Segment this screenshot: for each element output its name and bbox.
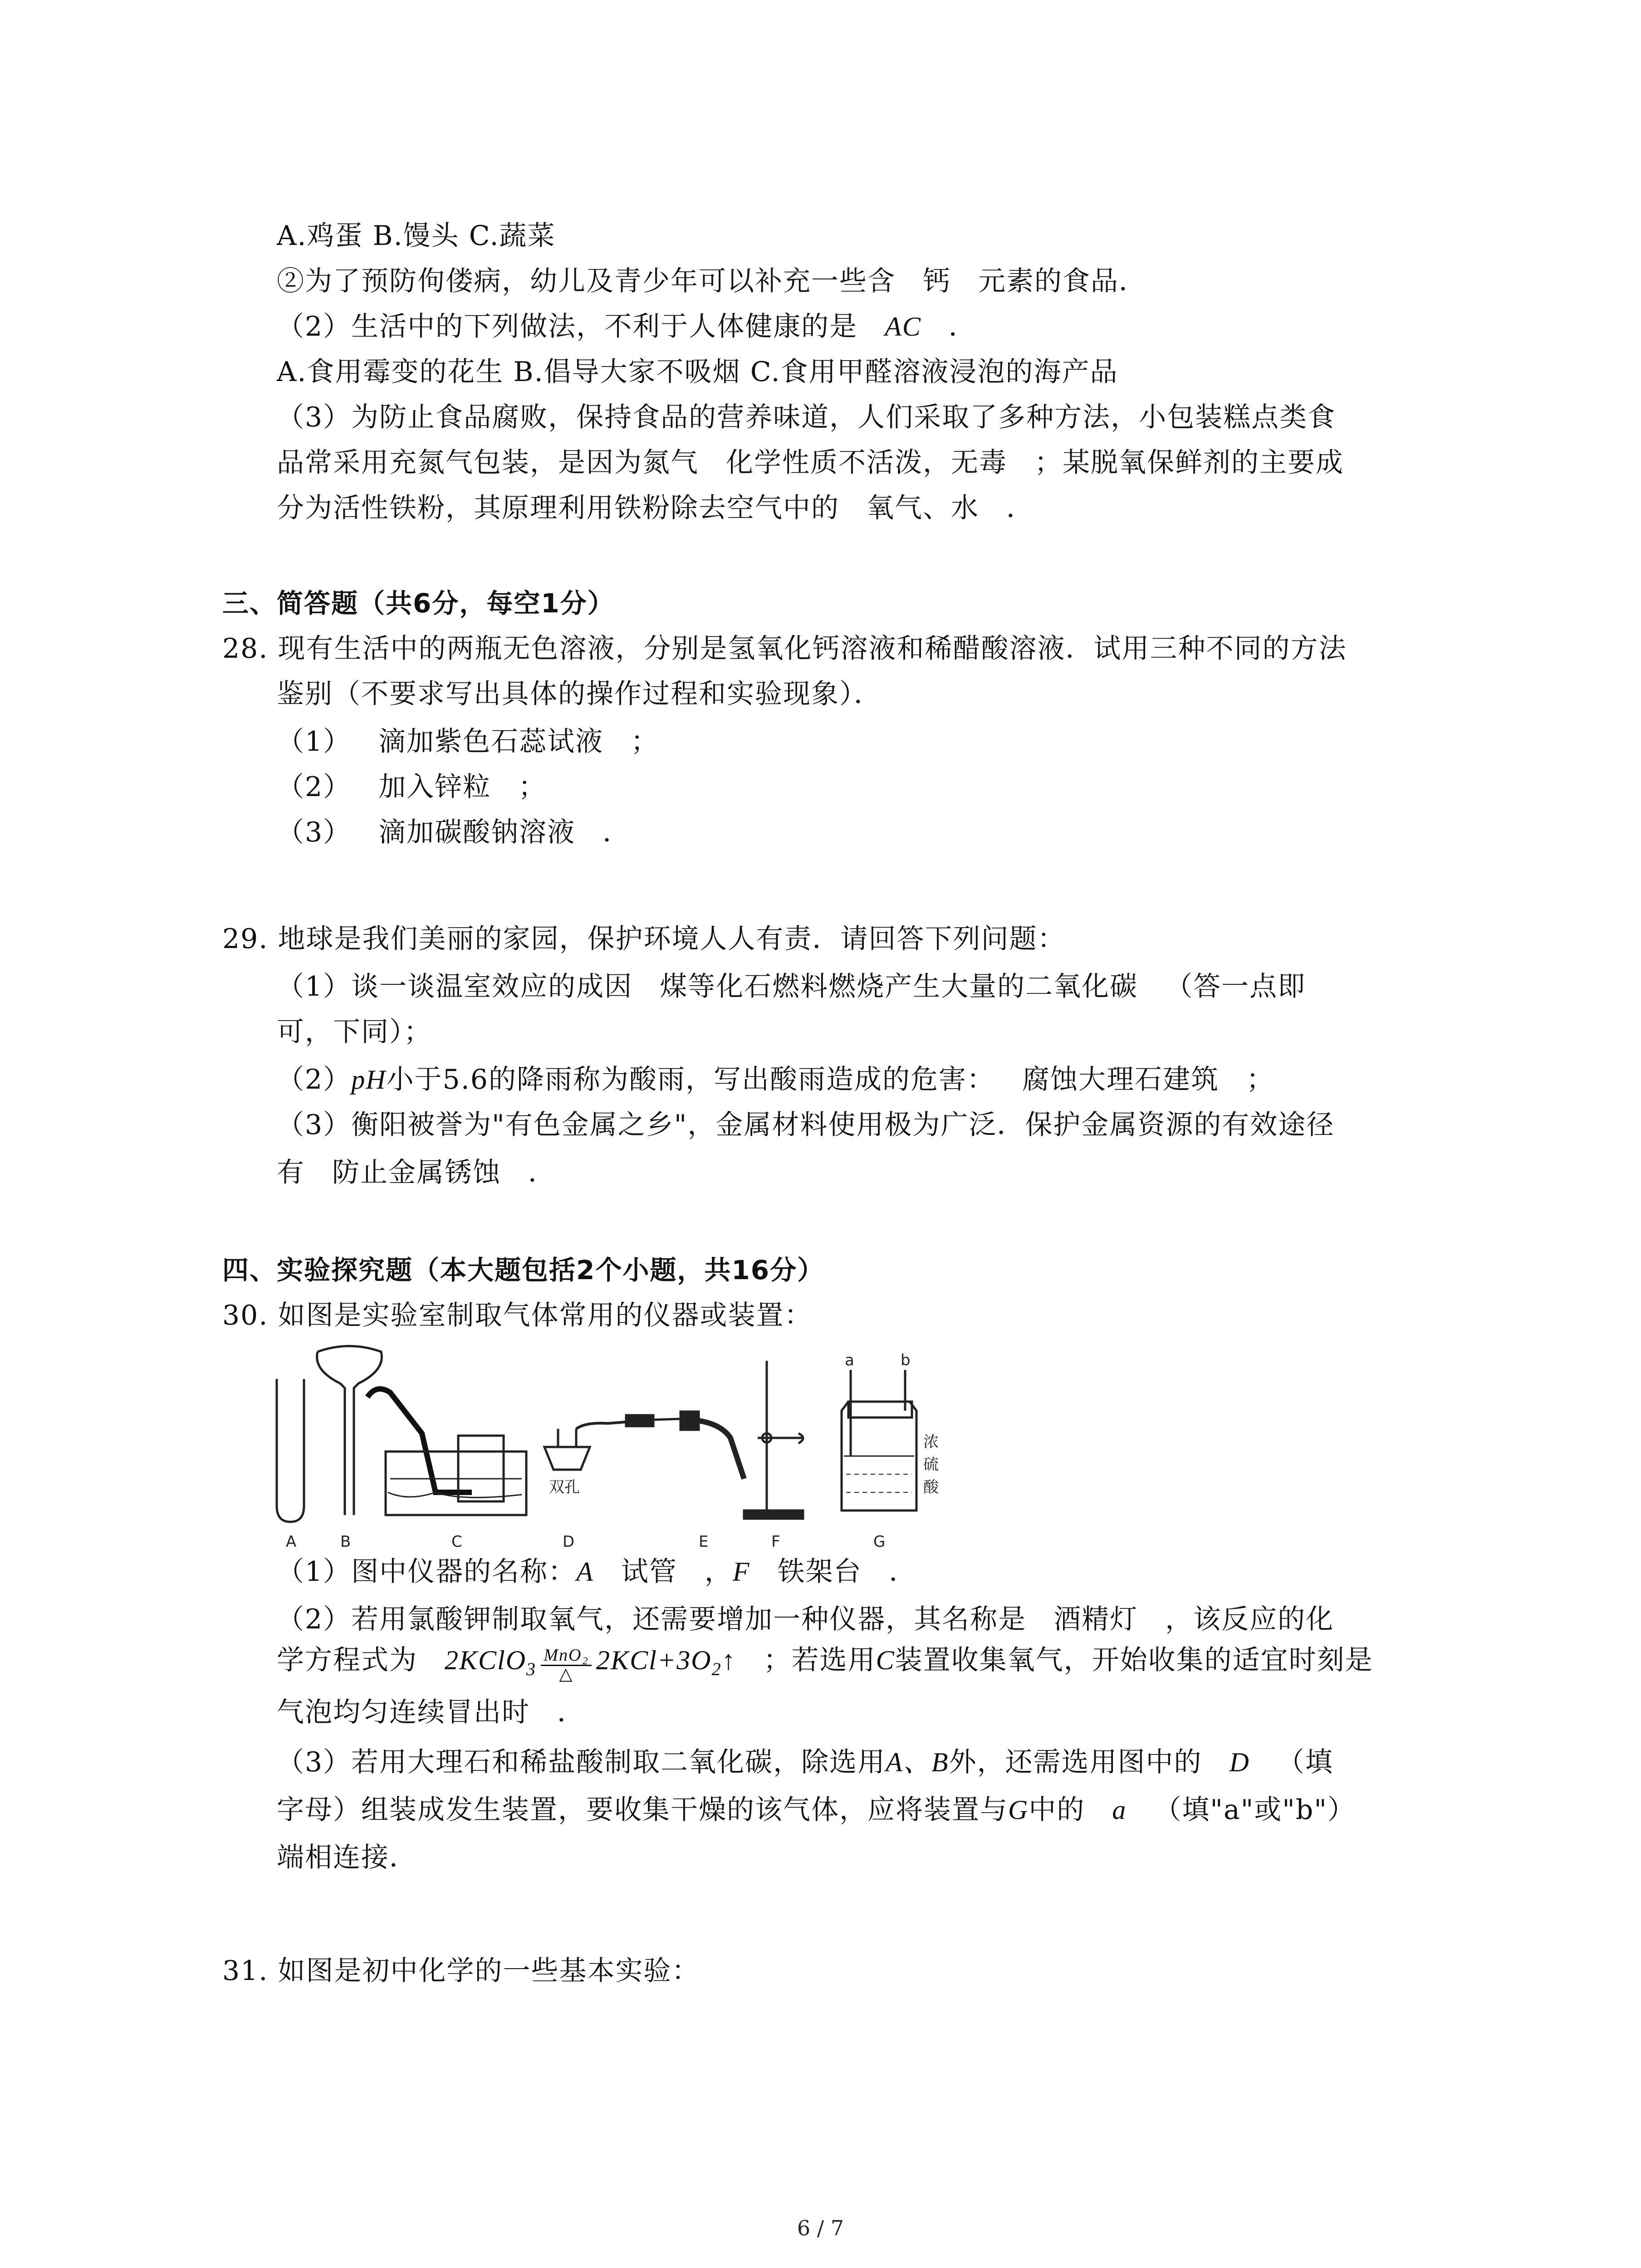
q30-part2-line3-post: ．	[557, 1696, 585, 1728]
q30-stem: 30. 如图是实验室制取气体常用的仪器或装置：	[222, 1300, 813, 1331]
q29-part2-answer: 腐蚀大理石建筑	[1022, 1064, 1219, 1095]
fig-label-acid-3: 酸	[923, 1478, 939, 1496]
q30-part2-answer-2: 气泡均匀连续冒出时	[277, 1696, 530, 1728]
q30-part1-A-answer: 试管	[621, 1556, 677, 1588]
q27-part3-line2-text: 品常采用充氮气包装，是因为氮气	[277, 447, 699, 479]
q28-answer-2	[277, 769, 546, 805]
q30-part1-sep: ，	[704, 1556, 733, 1588]
fig-label-C: C	[451, 1533, 462, 1551]
q30-part1-F-answer: 铁架台	[777, 1556, 862, 1588]
q27-sub2-post: 元素的食品．	[978, 265, 1147, 297]
q29-part3-line1: （3）衡阳被誉为"有色金属之乡"，金属材料使用极为广泛．保护金属资源的有效途径	[277, 1109, 1335, 1141]
q29-part2-label: （2）	[277, 1064, 352, 1095]
q28-answer-2-post: ；	[518, 771, 547, 803]
equation-heat: △	[559, 1665, 573, 1684]
q27-part3-line2-post: ；某脱氧保鲜剂的主要成	[1034, 447, 1344, 479]
q30-part3-line3: 端相连接．	[277, 1842, 417, 1873]
double-hole-stopper-icon	[544, 1423, 608, 1470]
q27-part2-answer: AC	[885, 312, 921, 342]
q30-part2-line2-text: 学方程式为	[277, 1644, 417, 1676]
q30-part1-post: ．	[889, 1556, 917, 1588]
q30-part3-G: G	[1008, 1795, 1029, 1825]
q30-part2-line2-post-b: 装置收集氧气，开始收集的适宜时刻是	[895, 1644, 1373, 1676]
fig-label-acid-2: 硫	[923, 1456, 939, 1474]
q27-part3-line2	[277, 445, 1344, 481]
q27-options-text: A.鸡蛋 B.馒头 C.蔬菜	[277, 220, 556, 252]
fig-label-a: a	[845, 1351, 854, 1369]
fig-label-b: b	[901, 1351, 911, 1369]
q27-sub2-text: ②为了预防佝偻病，幼儿及青少年可以补充一些含	[277, 265, 896, 297]
q29-part3-line2	[277, 1154, 556, 1191]
q30-part3-line2	[277, 1792, 1356, 1828]
q30-part3-line1	[277, 1744, 1333, 1780]
q28-answer-3-post: ．	[603, 816, 631, 848]
q29-part1-post: （答一点即	[1165, 971, 1306, 1002]
q30-part3-line2-text: 字母）组装成发生装置，要收集干燥的该气体，应将装置与	[277, 1794, 1008, 1826]
q29-part1-answer: 煤等化石燃料燃烧产生大量的二氧化碳	[660, 971, 1138, 1002]
q27-part3-line1-text: （3）为防止食品腐败，保持食品的营养味道，人们采取了多种方法，小包装糕点类食	[277, 401, 1336, 433]
q30-part2-answer: 酒精灯	[1053, 1603, 1138, 1635]
q29-part2-post: ；	[1246, 1064, 1274, 1095]
q30-part2-line2-post-a: ；若选用	[763, 1644, 876, 1676]
q29-part2-ph: pH	[351, 1065, 387, 1095]
q29-part2-text: 小于5.6的降雨称为酸雨，写出酸雨造成的危害：	[386, 1064, 995, 1095]
q27-options-1	[277, 218, 556, 254]
fig-label-E: E	[699, 1533, 709, 1551]
q29-part3-post: ．	[528, 1157, 556, 1188]
q27-part2-post: ．	[948, 311, 977, 342]
chemical-equation	[445, 1642, 736, 1687]
q27-part3-line3-post: ．	[1006, 492, 1034, 524]
iron-stand-icon	[744, 1361, 803, 1519]
equation-condition	[539, 1645, 593, 1684]
rubber-tube-icon	[608, 1412, 744, 1479]
q29-part1-text: （1）谈一谈温室效应的成因	[277, 971, 633, 1002]
q30-part1-F: F	[732, 1557, 750, 1587]
q27-sub2	[277, 263, 1147, 299]
q28-answer-3-label: （3）	[277, 816, 352, 848]
q29-part2	[277, 1061, 1274, 1098]
gas-arrow-icon: ↑	[721, 1645, 736, 1675]
q27-part3-answer-2: 氧气、水	[867, 492, 979, 524]
q29-part3-pre: 有	[277, 1157, 305, 1188]
q28-stem-line1: 28. 现有生活中的两瓶无色溶液，分别是氢氧化钙溶液和稀醋酸溶液．试用三种不同的方法	[222, 633, 1347, 665]
fig-label-acid-1: 浓	[923, 1433, 939, 1451]
q27-options-2	[277, 354, 1118, 390]
q27-options-2-text: A.食用霉变的花生 B.倡导大家不吸烟 C.食用甲醛溶液浸泡的海产品	[277, 356, 1118, 388]
fig-label-double-hole: 双孔	[549, 1478, 580, 1496]
q27-part2-text: （2）生活中的下列做法，不利于人体健康的是	[277, 311, 858, 342]
q30-part2-line2	[277, 1642, 1373, 1687]
q28-answer-2-label: （2）	[277, 771, 352, 803]
q31-stem: 31. 如图是初中化学的一些基本实验：	[222, 1955, 700, 1987]
q27-part2	[277, 308, 977, 345]
q30-part1-A: A	[576, 1557, 594, 1587]
fig-label-G: G	[873, 1533, 886, 1551]
q29-part1	[277, 968, 1306, 1005]
q30-part2-C: C	[876, 1645, 895, 1675]
q30-part3-mid: 外，还需选用图中的	[949, 1746, 1202, 1778]
q27-part3-line3	[277, 490, 1034, 526]
q30-part3-answer: D	[1229, 1747, 1250, 1777]
q30-part3-text: （3）若用大理石和稀盐酸制取二氧化碳，除选用	[277, 1746, 886, 1778]
q30-part2-line3	[277, 1694, 585, 1730]
q28-answer-1	[277, 723, 659, 760]
thistle-funnel-icon	[317, 1346, 382, 1515]
q30-part1-text: （1）图中仪器的名称：	[277, 1556, 577, 1588]
fig-label-A: A	[286, 1533, 297, 1551]
q30-part2-line1	[277, 1601, 1334, 1637]
q27-sub2-answer: 钙	[923, 265, 951, 297]
gas-washing-bottle-icon	[842, 1370, 916, 1510]
q28-answer-1-label: （1）	[277, 726, 352, 758]
q30-part3-line2-mid: 中的	[1029, 1794, 1085, 1826]
equation-right: 2KCl+3O	[596, 1645, 712, 1675]
test-tube-icon	[277, 1379, 304, 1522]
q30-part3-AB: A、B	[886, 1747, 949, 1777]
q27-part3-answer-1: 化学性质不活泼，无毒	[726, 447, 1007, 479]
q29-part3-answer: 防止金属锈蚀	[332, 1157, 501, 1188]
q30-part3-post: （填	[1277, 1746, 1333, 1778]
equation-right-sub: 2	[711, 1659, 722, 1679]
fig-label-B: B	[340, 1533, 351, 1551]
equation-left-sub: 3	[526, 1659, 537, 1679]
equation-catalyst: MnO₂	[544, 1646, 589, 1665]
apparatus-figure	[272, 1343, 944, 1551]
q30-part2-text: （2）若用氯酸钾制取氧气，还需要增加一种仪器，其名称是	[277, 1603, 1027, 1635]
fig-label-D: D	[563, 1533, 575, 1551]
q30-part1	[277, 1554, 917, 1590]
q28-answer-1-text: 滴加紫色石蕊试液	[378, 726, 604, 758]
q28-answer-2-text: 加入锌粒	[378, 771, 491, 803]
q29-part1-line2: 可，下同）；	[277, 1016, 432, 1048]
section4-title: 四、实验探究题（本大题包括2个小题，共16分）	[222, 1255, 825, 1286]
q30-part2-post: ，该反应的化	[1165, 1603, 1334, 1635]
equation-left: 2KClO	[445, 1645, 527, 1675]
q27-part3-line3-text: 分为活性铁粉，其原理利用铁粉除去空气中的	[277, 492, 839, 524]
section3-title: 三、简答题（共6分，每空1分）	[222, 588, 615, 619]
q28-answer-1-post: ；	[631, 726, 659, 758]
fig-label-F: F	[771, 1533, 780, 1551]
q28-stem-line2: 鉴别（不要求写出具体的操作过程和实验现象）．	[277, 678, 882, 710]
page-number: 6 / 7	[797, 2216, 844, 2240]
q30-part3-answer-2: a	[1112, 1795, 1127, 1825]
q30-part3-line2-post: （填"a"或"b"）	[1154, 1794, 1356, 1826]
q29-stem: 29. 地球是我们美丽的家园，保护环境人人有责．请回答下列问题：	[222, 923, 1066, 955]
q28-answer-3-text: 滴加碳酸钠溶液	[378, 816, 576, 848]
q27-part3-line1	[277, 399, 1336, 435]
q28-answer-3	[277, 814, 631, 850]
water-trough-icon	[367, 1389, 526, 1515]
